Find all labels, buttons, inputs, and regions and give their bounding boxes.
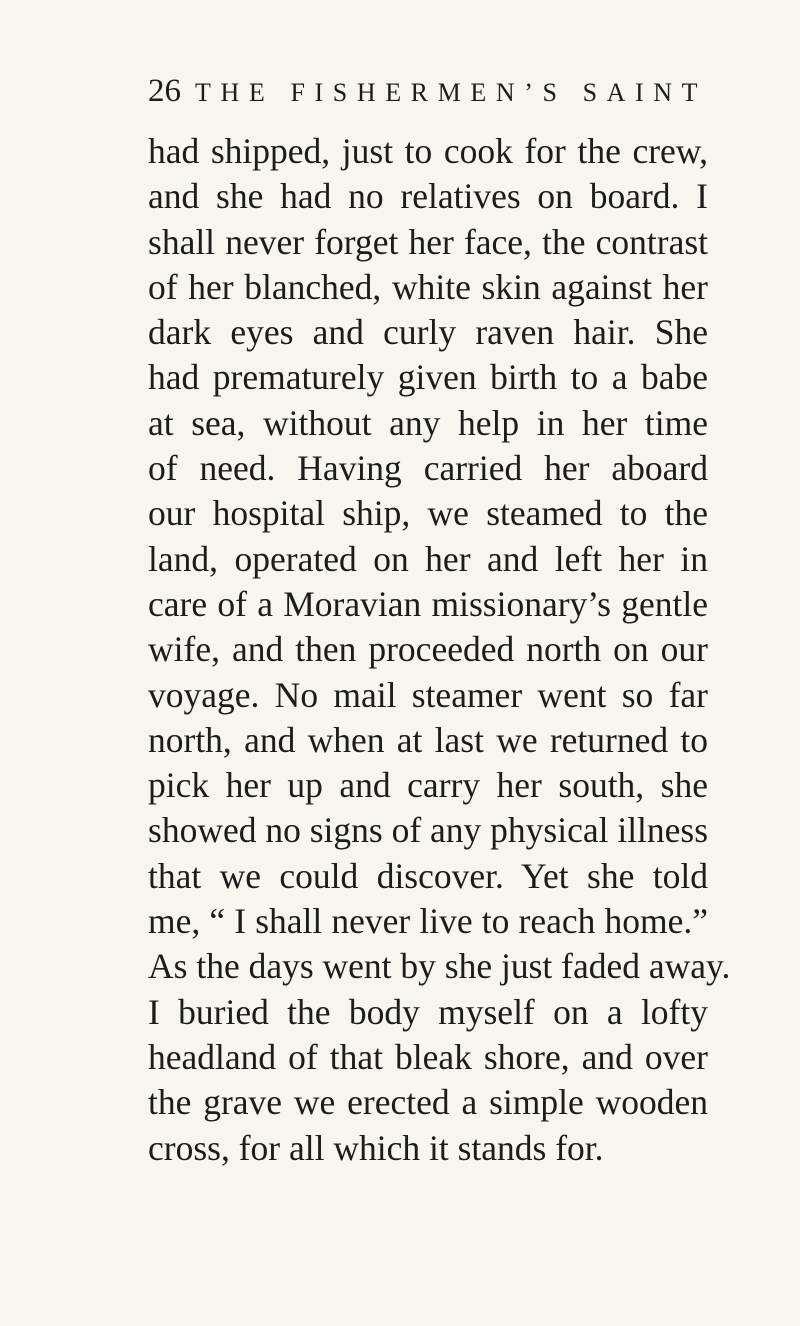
text-line: pick her up and carry her south, she [148, 765, 708, 806]
text-line: of need. Having carried her aboard [148, 448, 708, 489]
text-line: I buried the body myself on a lofty [148, 991, 708, 1032]
text-line: dark eyes and curly raven hair. She [148, 312, 708, 353]
text-line: me, “ I shall never live to reach home.” [148, 901, 708, 942]
text-line: had prematurely given birth to a babe [148, 357, 708, 398]
text-line: care of a Moravian missionary’s gentle [148, 583, 708, 624]
page-number: 26 [148, 73, 181, 109]
text-line: wife, and then proceeded north on our [148, 629, 708, 670]
text-line: north, and when at last we returned to [148, 719, 708, 760]
text-line: had shipped, just to cook for the crew, [148, 131, 708, 171]
text-line: shall never forget her face, the contrast [148, 221, 708, 262]
text-line-last: cross, for all which it stands for. [148, 1127, 604, 1168]
text-line: our hospital ship, we steamed to the [148, 493, 708, 534]
text-line: of her blanched, white skin against her [148, 266, 708, 307]
text-line: showed no signs of any physical illness [148, 810, 709, 851]
text-line: land, operated on her and left her in [148, 538, 708, 579]
body-text [148, 129, 731, 1171]
text-line: As the days went by she just faded away. [148, 946, 731, 987]
running-title: THE FISHERMEN’S SAINT [195, 78, 708, 107]
text-line: headland of that bleak shore, and over [148, 1036, 708, 1077]
text-line: the grave we erected a simple wooden [148, 1082, 708, 1123]
text-line: at sea, without any help in her time [148, 402, 708, 443]
text-line: voyage. No mail steamer went so far [148, 674, 708, 715]
running-head [148, 70, 708, 113]
text-line: and she had no relatives on board. I [148, 176, 708, 217]
text-line: that we could discover. Yet she told [148, 855, 708, 896]
